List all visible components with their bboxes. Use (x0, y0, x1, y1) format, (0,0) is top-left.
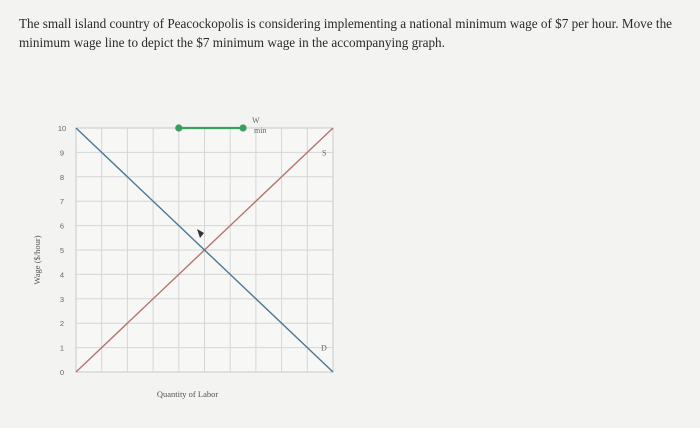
y-tick-label: 6 (59, 221, 65, 231)
demand-label: D (321, 343, 327, 353)
y-tick-label: 4 (59, 270, 65, 280)
y-tick-label: 3 (59, 294, 65, 304)
supply-label: S (322, 148, 327, 158)
y-tick-label: 10 (57, 124, 67, 133)
y-axis-ticks (58, 124, 66, 377)
y-tick-label: 1 (59, 343, 65, 353)
wmin-label-main: W (252, 116, 260, 125)
wmin-label-sub: min (254, 126, 267, 135)
y-tick-label: 9 (59, 148, 65, 158)
y-tick-label: 2 (59, 319, 65, 329)
y-axis-title: Wage ($/hour) (32, 235, 42, 285)
y-tick-label: 0 (59, 368, 65, 377)
y-tick-label: 7 (59, 197, 65, 207)
y-tick-label: 5 (59, 246, 65, 255)
question-text: The small island country of Peacockopolis is considering implementing a national minimum wage of $7 per hour. Move the minimum wage line to depict the $7 minimum wage in the accompanying graph. (19, 16, 673, 50)
x-axis-title: Quantity of Labor (156, 389, 219, 399)
y-tick-label: 8 (59, 172, 65, 182)
minimum-wage-handle-left[interactable] (175, 124, 182, 131)
minimum-wage-handle-right[interactable] (239, 124, 246, 131)
